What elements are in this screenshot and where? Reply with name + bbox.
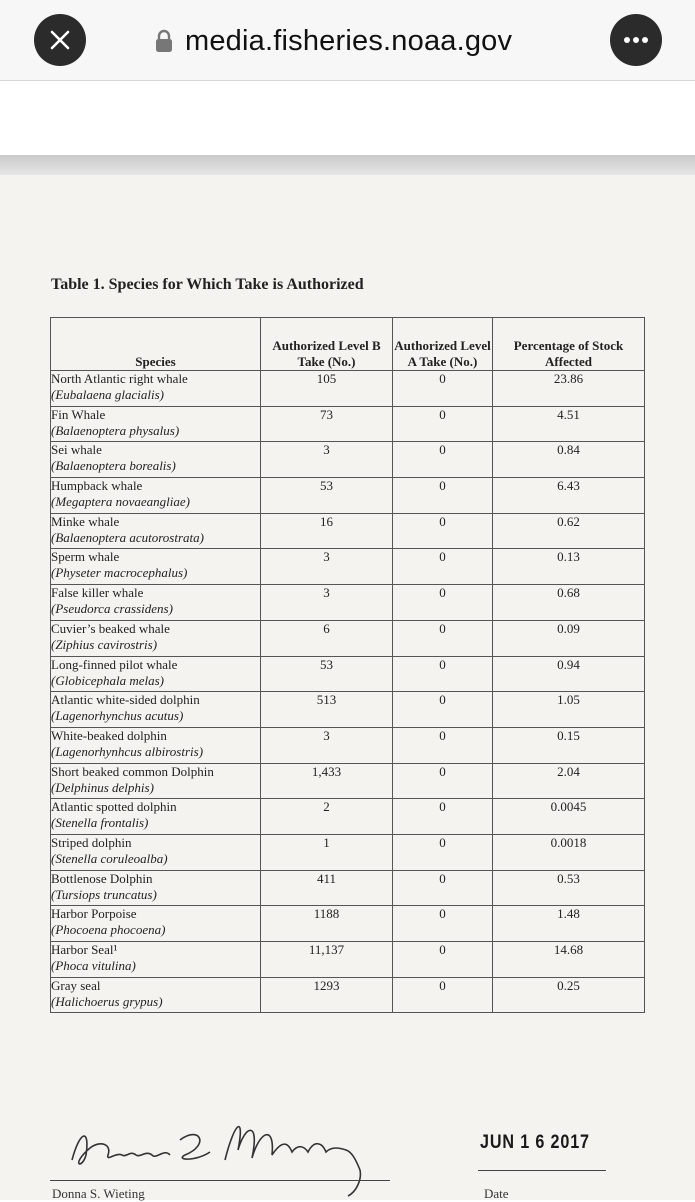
- species-scientific-name: (Balaenoptera acutorostrata): [51, 529, 204, 545]
- species-cell: [51, 371, 261, 407]
- level-a-take: 0: [393, 371, 493, 407]
- species-cell: [51, 870, 261, 906]
- level-b-take: 3: [261, 549, 393, 585]
- stock-percentage: 0.53: [493, 870, 645, 906]
- table-row: [51, 834, 645, 870]
- level-a-take: 0: [393, 585, 493, 621]
- level-a-take: 0: [393, 977, 493, 1013]
- level-a-take: 0: [393, 834, 493, 870]
- level-b-take: 16: [261, 513, 393, 549]
- species-common-name: Sperm whale: [51, 549, 120, 565]
- date-line: [478, 1170, 606, 1171]
- species-common-name: Humpback whale: [51, 478, 143, 494]
- species-common-name: Atlantic spotted dolphin: [51, 799, 177, 815]
- stock-percentage: 1.48: [493, 906, 645, 942]
- table-row: [51, 620, 645, 656]
- table-row: [51, 442, 645, 478]
- stock-percentage: 14.68: [493, 942, 645, 978]
- lock-icon: [155, 29, 173, 53]
- species-scientific-name: (Stenella frontalis): [51, 815, 149, 831]
- species-cell: [51, 692, 261, 728]
- signature-line: [50, 1180, 390, 1181]
- level-a-take: 0: [393, 763, 493, 799]
- level-b-take: 411: [261, 870, 393, 906]
- close-button[interactable]: [34, 14, 86, 66]
- table-row: [51, 585, 645, 621]
- species-scientific-name: (Halichoerus grypus): [51, 993, 163, 1009]
- level-b-take: 1188: [261, 906, 393, 942]
- level-b-take: 513: [261, 692, 393, 728]
- level-a-take: 0: [393, 406, 493, 442]
- level-a-take: 0: [393, 692, 493, 728]
- table-title: Table 1. Species for Which Take is Authorized: [51, 276, 364, 293]
- level-b-take: 3: [261, 442, 393, 478]
- table-row: [51, 656, 645, 692]
- species-common-name: Harbor Porpoise: [51, 906, 137, 922]
- level-b-take: 53: [261, 656, 393, 692]
- level-b-take: 1293: [261, 977, 393, 1013]
- species-cell: [51, 620, 261, 656]
- level-a-take: 0: [393, 620, 493, 656]
- table-row: [51, 977, 645, 1013]
- species-common-name: Sei whale: [51, 442, 102, 458]
- page-separator: [0, 155, 695, 175]
- species-common-name: Long-finned pilot whale: [51, 656, 178, 672]
- level-b-take: 1,433: [261, 763, 393, 799]
- table-row: [51, 513, 645, 549]
- species-table: [50, 317, 645, 1013]
- species-common-name: Short beaked common Dolphin: [51, 763, 214, 779]
- level-b-take: 1: [261, 834, 393, 870]
- species-cell: [51, 406, 261, 442]
- table-row: [51, 906, 645, 942]
- stock-percentage: 0.25: [493, 977, 645, 1013]
- level-a-take: 0: [393, 906, 493, 942]
- species-cell: [51, 834, 261, 870]
- address-bar[interactable]: [155, 22, 512, 60]
- species-common-name: Atlantic white-sided dolphin: [51, 692, 200, 708]
- stock-percentage: 6.43: [493, 478, 645, 514]
- stock-percentage: 0.15: [493, 727, 645, 763]
- level-a-take: 0: [393, 549, 493, 585]
- level-a-take: 0: [393, 727, 493, 763]
- species-cell: [51, 906, 261, 942]
- level-a-take: 0: [393, 942, 493, 978]
- level-b-take: 73: [261, 406, 393, 442]
- species-scientific-name: (Globicephala melas): [51, 672, 165, 688]
- header-species: Species: [51, 318, 261, 371]
- species-scientific-name: (Pseudorca crassidens): [51, 601, 173, 617]
- more-icon: [623, 36, 649, 44]
- species-scientific-name: (Delphinus delphis): [51, 779, 154, 795]
- species-common-name: Striped dolphin: [51, 834, 132, 850]
- species-common-name: False killer whale: [51, 585, 144, 601]
- stock-percentage: 1.05: [493, 692, 645, 728]
- close-icon: [49, 29, 71, 51]
- date-stamp: JUN 1 6 2017: [480, 1132, 590, 1153]
- species-scientific-name: (Phoca vitulina): [51, 958, 136, 973]
- table-row: [51, 799, 645, 835]
- table-row: [51, 727, 645, 763]
- stock-percentage: 0.68: [493, 585, 645, 621]
- species-cell: [51, 585, 261, 621]
- species-scientific-name: (Balaenoptera physalus): [51, 422, 180, 438]
- level-a-take: 0: [393, 656, 493, 692]
- stock-percentage: 2.04: [493, 763, 645, 799]
- level-b-take: 3: [261, 585, 393, 621]
- table-row: [51, 406, 645, 442]
- species-scientific-name: (Megaptera novaeangliae): [51, 494, 190, 510]
- level-b-take: 105: [261, 371, 393, 407]
- stock-percentage: 4.51: [493, 406, 645, 442]
- species-cell: [51, 727, 261, 763]
- stock-percentage: 0.0018: [493, 834, 645, 870]
- species-scientific-name: (Stenella coruleoalba): [51, 850, 168, 866]
- stock-percentage: 0.62: [493, 513, 645, 549]
- species-scientific-name: (Lagenorhynhcus albirostris): [51, 743, 204, 759]
- more-button[interactable]: [610, 14, 662, 66]
- level-a-take: 0: [393, 799, 493, 835]
- species-cell: [51, 549, 261, 585]
- species-common-name: Minke whale: [51, 513, 120, 529]
- species-cell: [51, 799, 261, 835]
- browser-toolbar: [0, 0, 695, 81]
- species-scientific-name: (Phocoena phocoena): [51, 922, 166, 938]
- handwritten-signature: [60, 1100, 400, 1200]
- species-common-name: Fin Whale: [51, 406, 106, 422]
- date-label: Date: [484, 1186, 509, 1201]
- level-a-take: 0: [393, 442, 493, 478]
- species-scientific-name: (Eubalaena glacialis): [51, 387, 165, 402]
- table-row: [51, 942, 645, 978]
- stock-percentage: 0.09: [493, 620, 645, 656]
- level-b-take: 53: [261, 478, 393, 514]
- level-a-take: 0: [393, 513, 493, 549]
- species-scientific-name: (Lagenorhynchus acutus): [51, 708, 184, 724]
- level-b-take: 3: [261, 727, 393, 763]
- header-level-a: Authorized Level A Take (No.): [393, 318, 493, 371]
- table-row: [51, 549, 645, 585]
- url-text: media.fisheries.noaa.gov: [185, 24, 513, 57]
- species-scientific-name: (Tursiops truncatus): [51, 886, 157, 902]
- stock-percentage: 0.13: [493, 549, 645, 585]
- species-common-name: Harbor Seal¹: [51, 942, 118, 957]
- header-level-b: Authorized Level B Take (No.): [261, 318, 393, 371]
- header-percentage: Percentage of Stock Affected: [493, 318, 645, 371]
- species-scientific-name: (Physeter macrocephalus): [51, 565, 188, 581]
- table-header-row: [51, 318, 645, 371]
- signer-name: Donna S. Wieting: [52, 1186, 145, 1201]
- stock-percentage: 23.86: [493, 371, 645, 407]
- table-row: [51, 870, 645, 906]
- table-row: [51, 478, 645, 514]
- species-cell: [51, 513, 261, 549]
- species-cell: [51, 763, 261, 799]
- species-common-name: White-beaked dolphin: [51, 727, 167, 743]
- species-cell: [51, 656, 261, 692]
- species-common-name: Bottlenose Dolphin: [51, 870, 153, 886]
- stock-percentage: 0.84: [493, 442, 645, 478]
- species-cell: [51, 977, 261, 1013]
- table-row: [51, 692, 645, 728]
- species-common-name: Gray seal: [51, 977, 101, 993]
- stock-percentage: 0.0045: [493, 799, 645, 835]
- species-common-name: Cuvier’s beaked whale: [51, 620, 170, 636]
- level-b-take: 2: [261, 799, 393, 835]
- level-a-take: 0: [393, 478, 493, 514]
- species-scientific-name: (Balaenoptera borealis): [51, 458, 176, 474]
- table-row: [51, 763, 645, 799]
- species-cell: [51, 942, 261, 978]
- stock-percentage: 0.94: [493, 656, 645, 692]
- species-scientific-name: (Ziphius cavirostris): [51, 636, 158, 652]
- level-b-take: 6: [261, 620, 393, 656]
- table-row: [51, 371, 645, 407]
- level-b-take: 11,137: [261, 942, 393, 978]
- species-cell: [51, 478, 261, 514]
- level-a-take: 0: [393, 870, 493, 906]
- species-cell: [51, 442, 261, 478]
- species-common-name: North Atlantic right whale: [51, 371, 188, 386]
